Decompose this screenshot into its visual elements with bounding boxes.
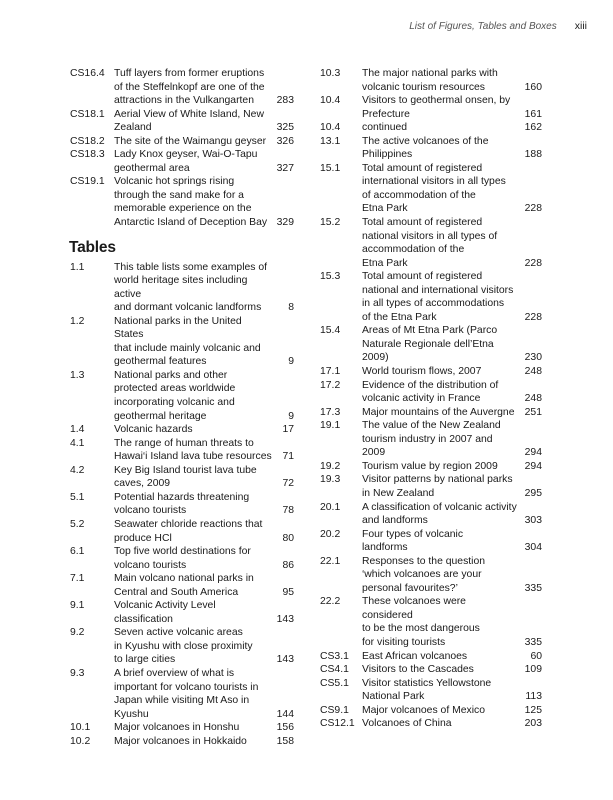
entry-caption: Lady Knox geyser, Wai-O-Tapu geothermal area	[114, 149, 258, 174]
entry-number: 20.1	[320, 501, 341, 513]
entry-page-ref: 283	[276, 95, 294, 107]
entry-body	[362, 67, 542, 94]
list-entry	[70, 108, 294, 135]
entry-page-ref: 188	[524, 149, 542, 161]
entry-number: 15.2	[320, 217, 341, 229]
entry-number: 1.1	[70, 261, 85, 273]
entry-number: 1.3	[70, 369, 85, 381]
entry-caption: Tourism value by region 2009	[362, 460, 498, 472]
figures-list	[70, 67, 294, 230]
entry-body	[362, 460, 542, 474]
entry-page-ref: 329	[276, 217, 294, 229]
list-entry	[70, 572, 294, 599]
entry-page-ref: 143	[276, 613, 294, 625]
entry-page-ref: 251	[524, 406, 542, 418]
entry-number: 19.3	[320, 474, 341, 486]
entry-body	[114, 261, 294, 315]
entry-number: 4.1	[70, 437, 85, 449]
entry-number: CS5.1	[320, 677, 349, 689]
entry-caption: Major mountains of the Auvergne	[362, 406, 515, 418]
entry-body	[362, 528, 542, 555]
entry-page-ref: 113	[525, 691, 542, 703]
entry-body	[362, 650, 542, 664]
entry-body	[362, 473, 542, 500]
list-entry	[320, 677, 542, 704]
list-entry	[320, 365, 542, 379]
list-entry	[320, 67, 542, 94]
entry-caption: The site of the Waimangu geyser	[114, 135, 267, 147]
entry-caption: Major volcanoes in Hokkaido	[114, 735, 247, 747]
entry-body	[362, 406, 542, 420]
entry-number: 6.1	[70, 546, 85, 558]
entry-body	[114, 572, 294, 599]
entry-caption: East African volcanoes	[362, 650, 468, 662]
entry-caption: This table lists some examples of world heritage sites including active and dormant volcanic landforms	[114, 261, 268, 314]
entry-body	[114, 135, 294, 149]
list-entry	[70, 175, 294, 229]
entry-caption: Top five world destinations for volcano tourists	[114, 546, 251, 571]
entry-caption: Aerial View of White Island, New Zealand	[114, 108, 264, 134]
entry-page-ref: 9	[288, 356, 294, 368]
list-entry	[70, 148, 294, 175]
entry-page-ref: 327	[276, 162, 294, 174]
running-header	[409, 20, 587, 32]
list-entry	[70, 369, 294, 423]
list-entry	[320, 379, 542, 406]
entry-number: 10.4	[320, 95, 341, 107]
entry-caption: Major volcanoes of Mexico	[362, 704, 486, 716]
list-entry	[70, 545, 294, 572]
entry-body	[362, 135, 542, 162]
entry-caption: Potential hazards threatening volcano tourists	[114, 491, 250, 517]
entry-number: 1.4	[70, 424, 85, 436]
entry-number: CS3.1	[320, 650, 349, 662]
entry-page-ref: 326	[276, 135, 294, 147]
list-entry	[320, 555, 542, 596]
entry-body	[362, 595, 542, 649]
entry-number: 4.2	[70, 464, 85, 476]
list-entry	[320, 419, 542, 460]
entry-page-ref: 60	[530, 650, 542, 662]
list-entry	[70, 626, 294, 667]
entry-body	[362, 324, 542, 365]
entry-caption: World tourism flows, 2007	[362, 366, 482, 378]
entry-caption: Major volcanoes in Honshu	[114, 722, 240, 734]
list-entry	[320, 650, 542, 664]
list-entry	[320, 121, 542, 135]
entry-number: 7.1	[70, 573, 85, 585]
entry-number: CS18.1	[70, 108, 105, 120]
entry-caption: Main volcano national parks in Central and South America	[114, 573, 254, 598]
list-entry	[320, 162, 542, 216]
entry-caption: Visitor statistics Yellowstone National Park	[362, 677, 492, 703]
tables-heading: Tables	[69, 238, 116, 256]
right-column	[320, 67, 542, 731]
entry-body	[362, 677, 542, 704]
entry-body	[362, 270, 542, 324]
entry-caption: The major national parks with volcanic tourism resources	[362, 68, 498, 93]
entry-page-ref: 248	[524, 366, 542, 378]
entry-number: 19.2	[320, 460, 341, 472]
entry-caption: The range of human threats to Hawai‘i Island lava tube resources	[114, 437, 272, 463]
entry-page-ref: 144	[276, 708, 294, 720]
list-entry	[70, 315, 294, 369]
entry-number: 1.2	[70, 315, 85, 327]
entry-page-ref: 86	[282, 559, 294, 571]
list-entry	[320, 717, 542, 731]
entry-body	[362, 365, 542, 379]
entry-body	[362, 717, 542, 731]
list-entry	[320, 460, 542, 474]
entry-caption: A brief overview of what is important for volcano tourists in Japan while visiting Mt Aso in Kyushu	[114, 667, 259, 720]
entry-body	[114, 175, 294, 229]
entry-page-ref: 295	[524, 487, 542, 499]
entry-caption: Evidence of the distribution of volcanic activity in France	[362, 379, 499, 405]
entry-body	[114, 518, 294, 545]
entry-number: 9.1	[70, 600, 85, 612]
tables-list-left	[70, 261, 294, 749]
entry-body	[114, 437, 294, 464]
entry-caption: Four types of volcanic landforms	[362, 528, 464, 554]
entry-body	[114, 464, 294, 491]
entry-body	[114, 599, 294, 626]
entry-page-ref: 294	[524, 447, 542, 459]
entry-body	[114, 545, 294, 572]
entry-caption: Visitor patterns by national parks in New Zealand	[362, 474, 513, 499]
list-entry	[70, 735, 294, 749]
entry-number: 15.1	[320, 162, 341, 174]
entry-caption: Total amount of registered international visitors in all types of accommodation of the Etna Park	[362, 162, 506, 215]
entry-caption: Visitors to geothermal onsen, by Prefecture	[362, 95, 511, 120]
list-entry	[320, 704, 542, 718]
entry-number: 20.2	[320, 528, 341, 540]
entry-caption: Visitors to the Cascades	[362, 664, 474, 676]
entry-number: 10.3	[320, 68, 341, 79]
entry-number: CS18.3	[70, 149, 105, 161]
entry-caption: Volcanic Activity Level classification	[114, 600, 216, 625]
list-entry	[70, 261, 294, 315]
entry-body	[114, 108, 294, 135]
entry-body	[114, 148, 294, 175]
entry-page-ref: 95	[282, 586, 294, 598]
entry-caption: Key Big Island tourist lava tube caves, 2009	[114, 464, 257, 490]
entry-body	[114, 735, 294, 749]
entry-page-ref: 143	[276, 654, 294, 666]
entry-body	[114, 626, 294, 667]
entry-body	[362, 555, 542, 596]
list-entry	[320, 216, 542, 270]
entry-number: 10.1	[70, 722, 91, 734]
entry-body	[362, 663, 542, 677]
entry-caption: Seawater chloride reactions that produce HCl	[114, 518, 263, 544]
list-entry	[70, 437, 294, 464]
entry-page-ref: 8	[288, 302, 294, 314]
entry-caption: Total amount of registered national and international visitors in all types of accommodations of the Etna Park	[362, 271, 514, 323]
entry-number: CS12.1	[320, 718, 355, 730]
entry-page-ref: 72	[282, 478, 294, 490]
list-entry	[320, 270, 542, 324]
entry-number: CS18.2	[70, 135, 105, 147]
entry-number: 5.2	[70, 518, 85, 530]
entry-body	[362, 216, 542, 270]
entry-number: 19.1	[320, 420, 341, 432]
entry-body	[362, 379, 542, 406]
entry-number: CS16.4	[70, 68, 105, 79]
list-entry	[320, 528, 542, 555]
entry-caption: Areas of Mt Etna Park (Parco Naturale Regionale dell’Etna 2009)	[362, 325, 498, 364]
entry-page-ref: 294	[524, 460, 542, 472]
entry-page-ref: 160	[524, 81, 542, 93]
entry-body	[114, 721, 294, 735]
entry-caption: Seven active volcanic areas in Kyushu with close proximity to large cities	[114, 627, 253, 666]
list-entry	[320, 324, 542, 365]
entry-page-ref: 78	[282, 505, 294, 517]
entry-page-ref: 303	[524, 515, 542, 527]
list-entry	[70, 423, 294, 437]
entry-number: 13.1	[320, 135, 341, 147]
entry-page-ref: 203	[524, 718, 542, 730]
entry-caption: The active volcanoes of the Philippines	[362, 135, 489, 161]
entry-caption: continued	[362, 122, 408, 134]
entry-page-ref: 228	[524, 203, 542, 215]
list-entry	[70, 667, 294, 721]
list-entry	[70, 135, 294, 149]
list-entry	[70, 491, 294, 518]
entry-number: 10.2	[70, 735, 91, 747]
entry-number: 10.4	[320, 122, 341, 134]
entry-body	[114, 369, 294, 423]
entry-body	[114, 423, 294, 437]
entry-page-ref: 158	[276, 735, 294, 747]
entry-page-ref: 248	[524, 393, 542, 405]
entry-number: 9.3	[70, 667, 85, 679]
entry-caption: National parks in the United States that include mainly volcanic and geothermal features	[114, 315, 261, 368]
entry-page-ref: 156	[276, 722, 294, 734]
tables-list-right	[320, 67, 542, 731]
entry-page-ref: 109	[524, 664, 542, 676]
list-entry	[320, 406, 542, 420]
entry-body	[362, 704, 542, 718]
entry-number: CS19.1	[70, 176, 105, 188]
entry-number: 17.1	[320, 366, 341, 378]
entry-page-ref: 325	[276, 122, 294, 134]
entry-caption: These volcanoes were considered to be the most dangerous for visiting tourists	[362, 596, 480, 648]
entry-number: 17.2	[320, 379, 341, 391]
left-column	[70, 67, 294, 748]
entry-caption: Volcanic hot springs rising through the sand make for a memorable experience on the Antarctic Island of Deception Bay	[114, 176, 268, 229]
entry-page-ref: 17	[282, 424, 294, 436]
entry-page-ref: 304	[524, 542, 542, 554]
list-entry	[320, 94, 542, 121]
entry-body	[362, 121, 542, 135]
list-entry	[70, 721, 294, 735]
entry-number: 17.3	[320, 406, 341, 418]
entry-page-ref: 80	[282, 532, 294, 544]
entry-page-ref: 161	[524, 108, 542, 120]
list-entry	[320, 473, 542, 500]
entry-caption: Volcanic hazards	[114, 424, 193, 436]
entry-caption: Tuff layers from former eruptions of the Steffelnkopf are one of the attractions in the Vulkangarten	[114, 68, 265, 107]
entry-body	[362, 501, 542, 528]
entry-body	[362, 419, 542, 460]
entry-number: 22.2	[320, 596, 341, 608]
list-entry	[70, 599, 294, 626]
entry-body	[114, 491, 294, 518]
entry-caption: Total amount of registered national visitors in all types of accommodation of the Etna Park	[362, 217, 498, 269]
entry-number: 22.1	[320, 555, 341, 567]
entry-caption: The value of the New Zealand tourism industry in 2007 and 2009	[362, 420, 501, 459]
entry-caption: Responses to the question ‘which volcanoes are your personal favourites?’	[362, 555, 486, 594]
entry-page-ref: 71	[282, 451, 294, 463]
entry-body	[114, 667, 294, 721]
entry-caption: A classification of volcanic activity and landforms	[362, 501, 517, 527]
entry-page-ref: 335	[524, 636, 542, 648]
entry-page-ref: 125	[524, 704, 542, 716]
list-entry	[320, 135, 542, 162]
list-entry	[320, 501, 542, 528]
list-entry	[70, 518, 294, 545]
entry-page-ref: 9	[288, 410, 294, 422]
entry-page-ref: 162	[524, 122, 542, 134]
entry-number: CS4.1	[320, 664, 349, 676]
entry-page-ref: 228	[524, 311, 542, 323]
list-entry	[70, 464, 294, 491]
entry-caption: National parks and other protected areas worldwide incorporating volcanic and geothermal heritage	[114, 369, 236, 422]
list-entry	[320, 595, 542, 649]
page-number: xiii	[574, 20, 587, 32]
entry-number: CS9.1	[320, 704, 349, 716]
entry-page-ref: 228	[524, 257, 542, 269]
entry-body	[114, 315, 294, 369]
running-header-title: List of Figures, Tables and Boxes	[409, 21, 557, 32]
list-entry	[320, 663, 542, 677]
entry-number: 15.4	[320, 325, 341, 337]
entry-body	[362, 94, 542, 121]
entry-page-ref: 230	[524, 352, 542, 364]
entry-body	[114, 67, 294, 108]
entry-number: 15.3	[320, 271, 341, 283]
entry-body	[362, 162, 542, 216]
list-entry	[70, 67, 294, 108]
entry-number: 9.2	[70, 627, 85, 639]
entry-page-ref: 335	[524, 582, 542, 594]
entry-caption: Volcanoes of China	[362, 718, 452, 730]
entry-number: 5.1	[70, 491, 85, 503]
